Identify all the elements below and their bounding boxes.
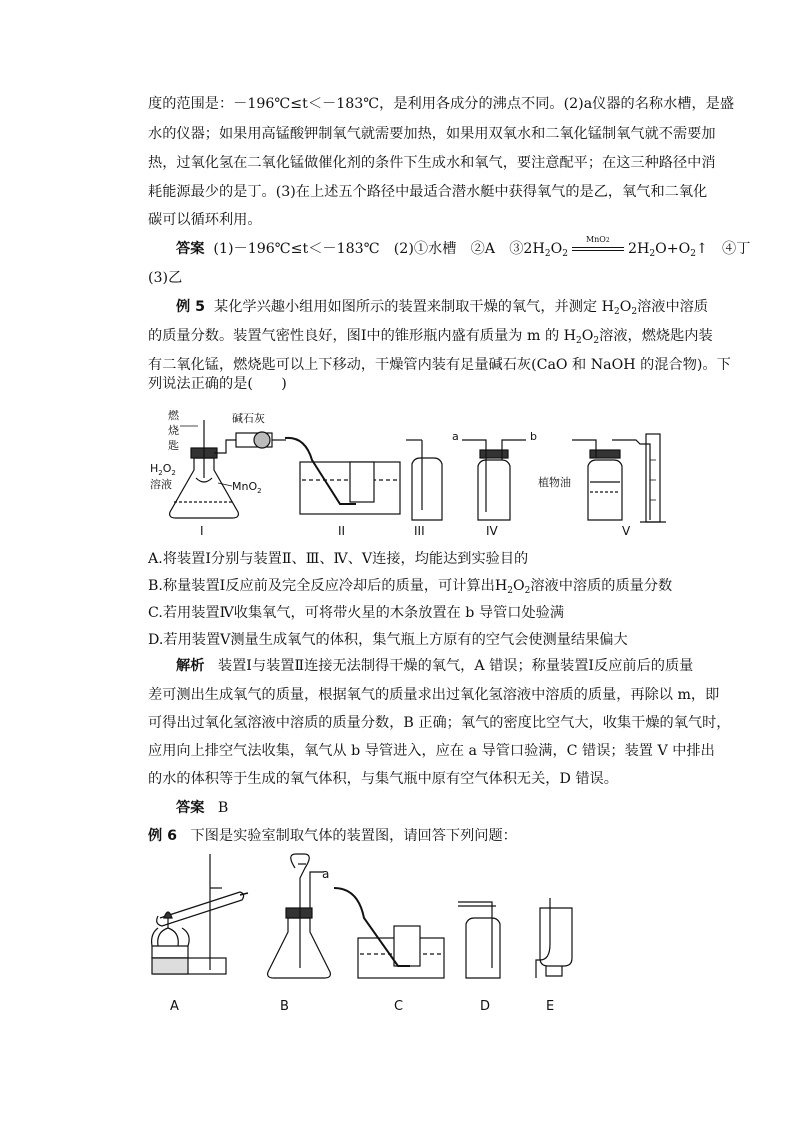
- option-a: A.将装置Ⅰ分别与装置Ⅱ、Ⅲ、Ⅳ、Ⅴ连接，均能达到实验目的: [148, 551, 529, 567]
- intro-line: 热，过氧化氢在二氧化锰做催化剂的条件下生成水和氧气，要注意配平；在这三种路径中消: [148, 155, 716, 171]
- letter-a: A: [170, 999, 179, 1014]
- apparatus-iv: [462, 440, 526, 520]
- intro-line: 耗能源最少的是丁。(3)在上述五个路径中最适合潜水艇中获得氧气的是乙，氧气和二氧化: [148, 184, 708, 200]
- label-a: a: [452, 430, 459, 443]
- apparatus-iii: [406, 440, 442, 520]
- answer-1: 答案 (1)－196℃≤t＜－183℃ (2)①水槽 ②A $③2H_2O_2$ MnO2 $2H_2O+O_2↑$ ④丁: [176, 235, 751, 259]
- analysis-line: 差可测出生成氧气的质量，根据氧气的质量求出过氧化氢溶液中溶质的质量，再除以 m，即: [148, 687, 720, 703]
- apparatus-i: [170, 420, 286, 518]
- label-chi: 匙: [168, 439, 179, 452]
- example-5-line: 有二氧化锰，燃烧匙可以上下移动，干燥管内装有足量碱石灰(CaO 和 NaOH 的混合物)。下: [148, 357, 731, 373]
- example-5-label: 例 5: [176, 299, 205, 315]
- label-soda-lime: 碱石灰: [232, 412, 265, 425]
- label-mno2: MnO$_2$: [232, 480, 262, 495]
- letter-c: C: [394, 999, 404, 1014]
- analysis-line: 可得出过氧化氢溶液中溶质的质量分数，B 正确；氧气的密度比空气大，收集干燥的氧气时，: [148, 715, 731, 731]
- answer-2: 答案 B: [176, 800, 229, 816]
- example-5-line: 的质量分数。装置气密性良好，图Ⅰ中的锥形瓶内盛有质量为 m 的 $H_2O_2$溶液，燃烧匙内装: [148, 328, 713, 346]
- answer-1-line2: (3)乙: [148, 270, 183, 286]
- example-6-line: 例 6 下图是实验室制取气体的装置图，请回答下列问题：: [148, 828, 517, 844]
- letter-b: B: [280, 999, 289, 1014]
- numeral-iv: IV: [486, 524, 498, 538]
- numeral-iii: III: [414, 524, 425, 538]
- reaction-arrow: MnO2: [568, 242, 628, 256]
- analysis-line: 解析 装置Ⅰ与装置Ⅱ连接无法制得干燥的氧气，A 错误；称量装置Ⅰ反应前后的质量: [176, 658, 694, 674]
- analysis-line: 的水的体积等于生成的氧气体积，与集气瓶中原有空气体积无关，D 错误。: [148, 771, 618, 787]
- apparatus-e: [536, 898, 572, 978]
- example-5-line: 例 5 某化学兴趣小组用如图所示的装置来制取干燥的氧气，并测定 $H_2O_2$溶液中溶质: [176, 299, 709, 317]
- option-c: C.若用装置Ⅳ收集氧气，可将带火星的木条放置在 b 导管口处验满: [148, 605, 565, 621]
- label-shao: 烧: [168, 424, 179, 437]
- apparatus-ii: [285, 438, 400, 514]
- label-a: a: [322, 867, 330, 881]
- example-6-figure: [148, 848, 608, 1018]
- numeral-v: V: [622, 524, 631, 538]
- numeral-ii: II: [338, 524, 346, 538]
- label-h2o2: $H_2O_2$: [150, 462, 176, 477]
- label-ran: 燃: [168, 409, 179, 422]
- intro-line: 度的范围是：－196℃≤t＜－183℃，是利用各成分的沸点不同。(2)a仪器的名称水槽，是盛: [148, 96, 735, 112]
- label-solution: 溶液: [150, 478, 172, 491]
- analysis-line: 应用向上排空气法收集，氧气从 b 导管进入，应在 a 导管口验满，C 错误；装置 V 中排出: [148, 743, 715, 759]
- intro-line: 碳可以循环利用。: [148, 212, 262, 228]
- apparatus-b: [268, 854, 331, 978]
- answer-label: 答案: [176, 800, 205, 816]
- label-vegetable-oil: 植物油: [538, 476, 571, 489]
- numeral-i: I: [200, 524, 204, 538]
- apparatus-c: [334, 888, 444, 978]
- analysis-label: 解析: [176, 658, 205, 674]
- letter-d: D: [480, 999, 491, 1014]
- example-5-figure: [140, 400, 680, 545]
- option-d: D.若用装置Ⅴ测量生成氧气的体积，集气瓶上方原有的空气会使测量结果偏大: [148, 632, 628, 648]
- option-b: B.称量装置Ⅰ反应前及完全反应冷却后的质量，可计算出$H_2O_2$溶液中溶质的质量分数: [148, 578, 673, 596]
- apparatus-v: [572, 434, 666, 522]
- apparatus-d: [458, 902, 500, 978]
- apparatus-a: [152, 854, 248, 974]
- label-b: b: [530, 430, 537, 443]
- answer-label: 答案: [176, 241, 205, 257]
- example-5-line: 列说法正确的是( ): [148, 376, 287, 392]
- example-6-label: 例 6: [148, 828, 177, 844]
- intro-line: 水的仪器；如果用高锰酸钾制氧气就需要加热，如果用双氧水和二氧化锰制氧气就不需要加: [148, 126, 716, 142]
- letter-e: E: [546, 999, 555, 1014]
